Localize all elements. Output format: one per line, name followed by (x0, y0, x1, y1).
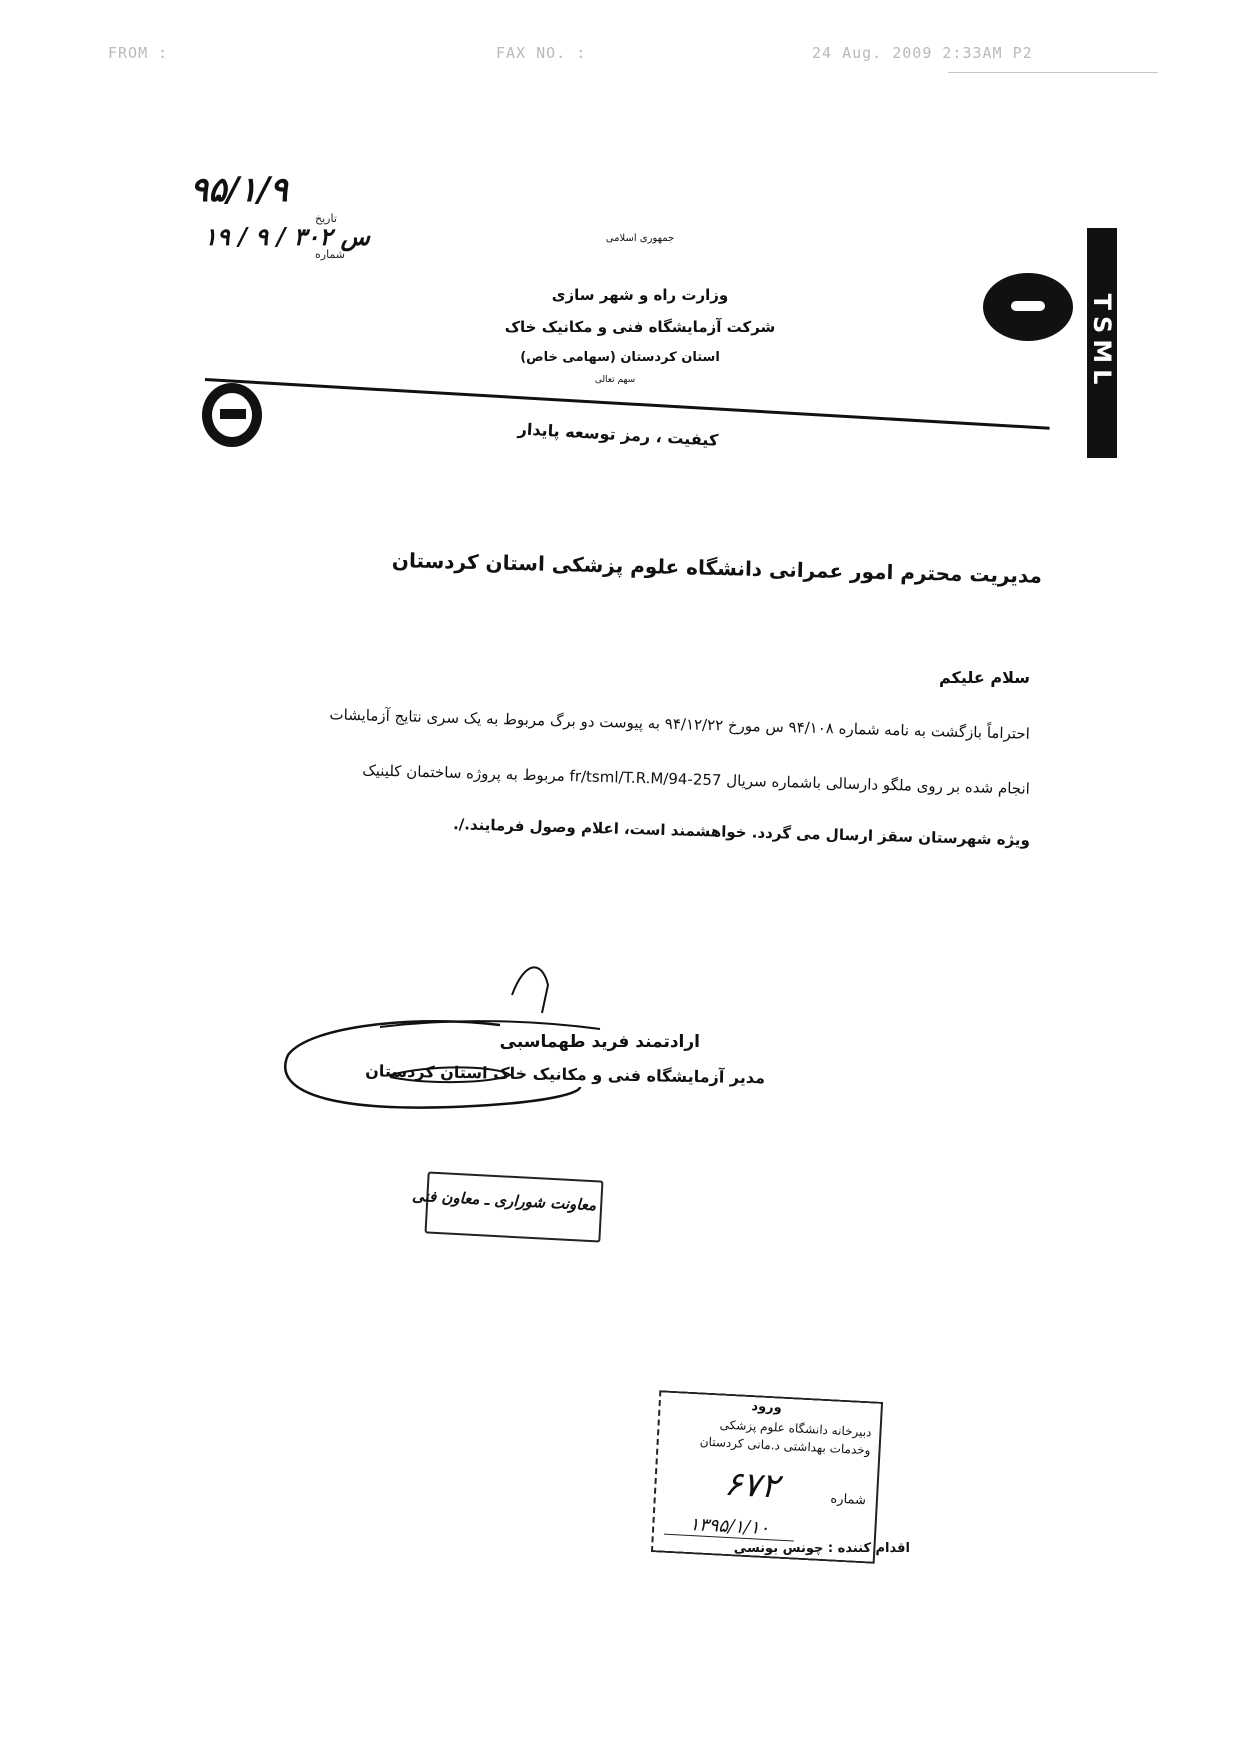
letterhead-ministry: وزارت راه و شهر سازی (551, 286, 729, 304)
fax-datetime: 24 Aug. 2009 2:33AM P2 (812, 44, 1033, 62)
receipt-stamp (651, 1390, 883, 1564)
letter-line-2: انجام شده بر روی ملگو دارسالی باشماره سریال fr/tsml/T.R.M/94-257 مربوط به پروژه ساختمان کلینیک (362, 761, 1031, 798)
fax-header-rule (948, 72, 1158, 73)
receipt-stamp-title: ورود (751, 1399, 783, 1416)
letterhead-subtitle: سهم تعالی (594, 375, 636, 385)
signature-stamp-text: معاونت شوراری ـ معاون فنی (411, 1186, 597, 1215)
handwritten-number: ۱۹ / ۹ / ۳۰۲ س (204, 222, 370, 251)
letterhead-company: شرکت آزمایشگاه فنی و مکانیک خاک (504, 318, 776, 336)
letter-line-1: احتراماً بازگشت به نامه شماره ۹۴/۱۰۸ س مورخ ۹۴/۱۲/۲۲ به پیوست دو برگ مربوط به یک سری نتایج آزمایشات (329, 705, 1031, 743)
tsml-side-bar (1087, 228, 1117, 458)
handwritten-date: ۹۵/۱/۹ (190, 170, 288, 210)
signature-stamp (411, 1171, 603, 1242)
quality-emblem-icon (202, 383, 262, 447)
receipt-stamp-office: دبیرخانه دانشگاه علوم پزشکی (719, 1417, 872, 1440)
letter-greeting: سلام علیکم (938, 668, 1030, 687)
number-label: شماره (315, 248, 346, 261)
receipt-date: ۱۳۹۵/۱/۱۰ (664, 1513, 795, 1542)
receipt-stamp-office-2: وخدمات بهداشتی د.مانی کردستان (699, 1434, 871, 1458)
company-logo-icon (983, 273, 1073, 341)
receipt-action: اقدام کننده : چونس بونسی (733, 1541, 910, 1556)
fax-number-label: FAX NO. : (496, 44, 587, 62)
receipt-number: ۶۷۲ (723, 1463, 780, 1507)
letterhead-motto: کیفیت ، رمز توسعه پایدار (517, 419, 719, 450)
fax-from-label: FROM : (108, 44, 169, 62)
date-label: تاريخ (315, 212, 337, 225)
letterhead-republic: جمهوری اسلامی (605, 233, 675, 244)
tsml-logo-text: TSML (1088, 293, 1116, 391)
letterhead-province: استان کردستان (سهامی خاص) (520, 350, 720, 365)
letter-recipient: مدیریت محترم امور عمرانی دانشگاه علوم پزشکی استان کردستان (391, 547, 1043, 588)
letterhead-rule (205, 378, 1050, 430)
signer-title: مدیر آزمایشگاه فنی و مکانیک خاک استان کردستان (365, 1061, 766, 1088)
receipt-number-label: شماره (830, 1491, 867, 1509)
signer-name: ارادتمند فرید طهماسبی (499, 1032, 700, 1052)
letter-line-3: ویژه شهرستان سقز ارسال می گردد. خواهشمند است، اعلام وصول فرمایند./. (452, 815, 1031, 850)
